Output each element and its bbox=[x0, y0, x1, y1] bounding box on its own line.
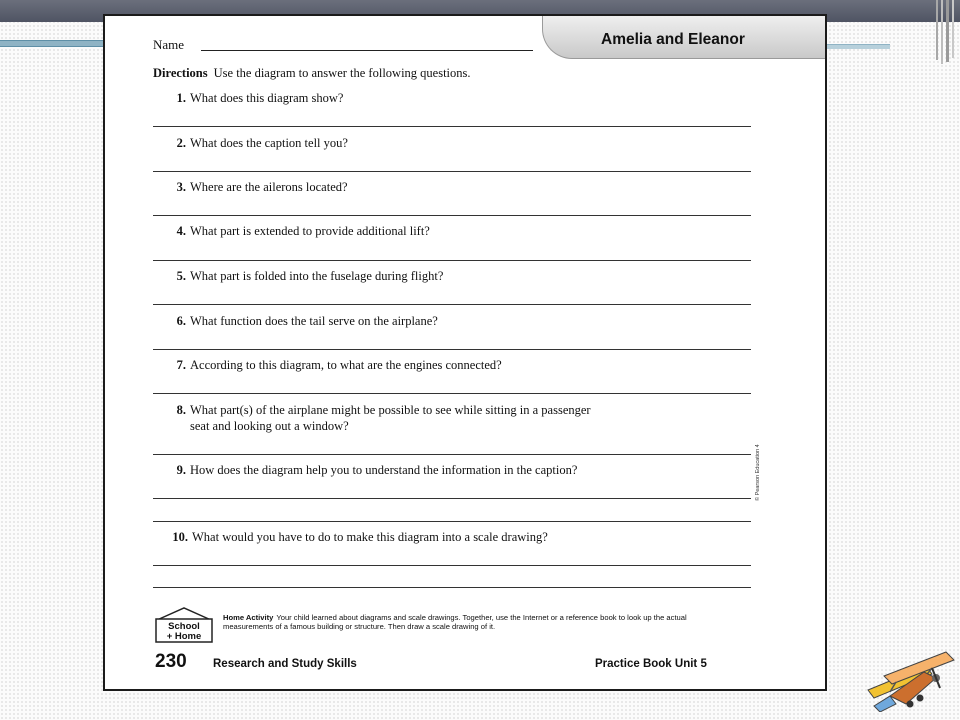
question-8 bbox=[166, 402, 766, 434]
question-3 bbox=[166, 179, 766, 195]
question-text-continued: seat and looking out a window? bbox=[190, 419, 349, 433]
slide-accent-left bbox=[0, 40, 103, 47]
question-text: What does the caption tell you? bbox=[190, 136, 348, 150]
copyright-note: © Pearson Education 4 bbox=[755, 444, 761, 501]
answer-line[interactable] bbox=[153, 454, 751, 455]
school-home-logo bbox=[153, 606, 215, 644]
answer-line[interactable] bbox=[153, 565, 751, 566]
question-10 bbox=[166, 529, 766, 545]
question-text: What function does the tail serve on the airplane? bbox=[190, 314, 438, 328]
name-line[interactable] bbox=[201, 50, 533, 51]
slide-accent-right bbox=[826, 44, 890, 49]
footer-book: Practice Book Unit 5 bbox=[595, 658, 707, 670]
directions-text: Use the diagram to answer the following questions. bbox=[213, 66, 471, 80]
home-activity-label: Home Activity bbox=[223, 613, 274, 622]
question-1 bbox=[166, 90, 766, 106]
answer-line[interactable] bbox=[153, 393, 751, 394]
answer-line[interactable] bbox=[153, 349, 751, 350]
worksheet-title: Amelia and Eleanor bbox=[601, 31, 745, 48]
question-number: 1. bbox=[176, 91, 186, 105]
question-number: 3. bbox=[176, 180, 186, 194]
question-number: 5. bbox=[176, 269, 186, 283]
name-label: Name bbox=[153, 37, 185, 52]
question-5 bbox=[166, 268, 766, 284]
home-activity bbox=[223, 614, 733, 631]
question-6 bbox=[166, 313, 766, 329]
footer-section: Research and Study Skills bbox=[213, 658, 357, 670]
question-4 bbox=[166, 223, 766, 239]
slide-corner-lines bbox=[934, 0, 960, 64]
question-number: 2. bbox=[176, 136, 186, 150]
page-number: 230 bbox=[155, 651, 187, 672]
question-number: 6. bbox=[176, 314, 186, 328]
question-text: Where are the ailerons located? bbox=[190, 180, 348, 194]
question-number: 10. bbox=[172, 530, 188, 544]
answer-line[interactable] bbox=[153, 498, 751, 499]
question-7 bbox=[166, 357, 766, 373]
home-activity-text: Your child learned about diagrams and scale drawings. Together, use the Internet or a reference book to look up the actual measurements of a famous building or structure. Then draw a scale drawing of it. bbox=[223, 613, 687, 631]
question-number: 4. bbox=[176, 224, 186, 238]
answer-line[interactable] bbox=[153, 215, 751, 216]
answer-line[interactable] bbox=[153, 587, 751, 588]
answer-line[interactable] bbox=[153, 304, 751, 305]
question-text: What does this diagram show? bbox=[190, 91, 344, 105]
question-text: What part is folded into the fuselage during flight? bbox=[190, 269, 444, 283]
answer-line[interactable] bbox=[153, 521, 751, 522]
question-2 bbox=[166, 135, 766, 151]
answer-line[interactable] bbox=[153, 260, 751, 261]
title-tab bbox=[542, 16, 826, 59]
answer-line[interactable] bbox=[153, 126, 751, 127]
question-number: 7. bbox=[176, 358, 186, 372]
question-9 bbox=[166, 462, 766, 478]
worksheet-page bbox=[103, 14, 827, 691]
question-text: What would you have to do to make this diagram into a scale drawing? bbox=[192, 530, 548, 544]
answer-line[interactable] bbox=[153, 171, 751, 172]
biplane-icon bbox=[866, 646, 958, 712]
question-number: 9. bbox=[176, 463, 186, 477]
logo-line-1: School bbox=[168, 621, 200, 632]
directions bbox=[153, 66, 471, 81]
directions-label: Directions bbox=[153, 66, 208, 80]
question-text: What part is extended to provide additional lift? bbox=[190, 224, 430, 238]
question-text: According to this diagram, to what are the engines connected? bbox=[190, 358, 502, 372]
question-text: What part(s) of the airplane might be possible to see while sitting in a passenger bbox=[190, 403, 591, 417]
logo-line-2: + Home bbox=[166, 631, 202, 642]
question-number: 8. bbox=[176, 403, 186, 417]
question-text: How does the diagram help you to understand the information in the caption? bbox=[190, 463, 578, 477]
